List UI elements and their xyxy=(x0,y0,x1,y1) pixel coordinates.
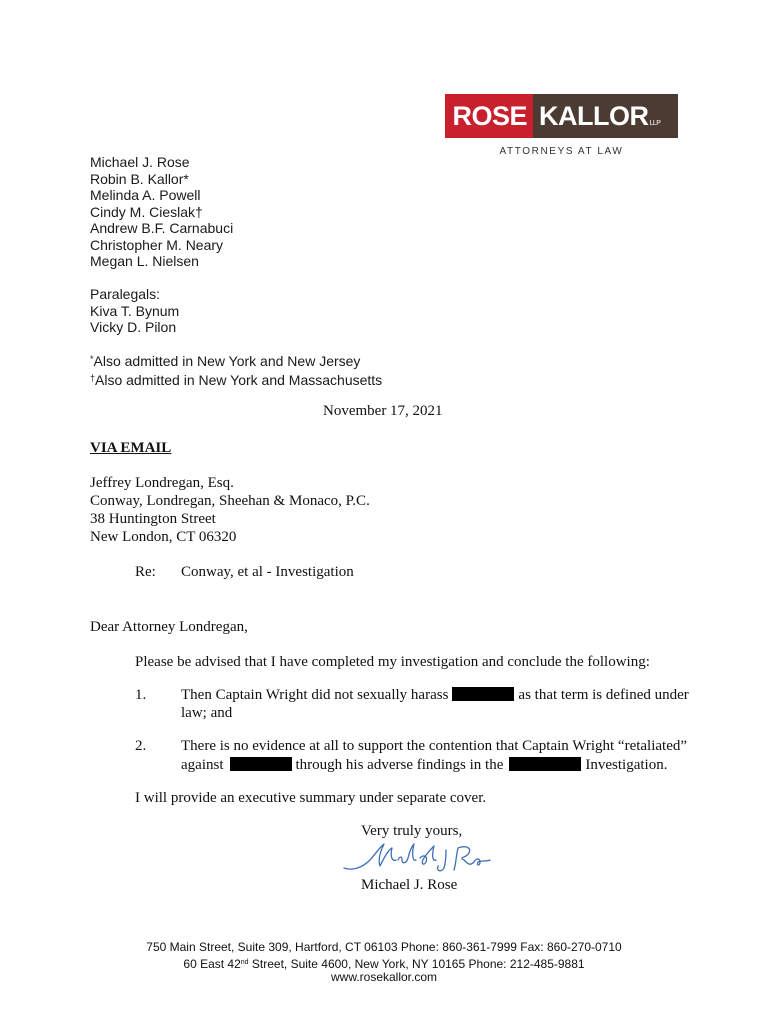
recipient-line: Jeffrey Londregan, Esq. xyxy=(90,475,234,491)
paralegal-name: Vicky D. Pilon xyxy=(90,319,177,335)
delivery-method: VIA EMAIL xyxy=(90,440,172,456)
admission-note xyxy=(90,351,382,370)
attorney-name: Melinda A. Powell xyxy=(90,187,201,203)
logo-suffix: LLP xyxy=(649,119,661,127)
admission-text: Also admitted in New York and New Jersey xyxy=(93,353,361,369)
paralegal-name: Kiva T. Bynum xyxy=(90,302,180,319)
admission-mark: * xyxy=(90,354,94,364)
finding-number: 2. xyxy=(135,738,147,754)
re-label: Re: xyxy=(135,564,156,580)
redaction-bar xyxy=(230,757,292,771)
attorney-name: Michael J. Rose xyxy=(90,154,190,170)
signoff: Very truly yours, xyxy=(361,823,463,839)
attorney-name: Megan L. Nielsen xyxy=(90,253,199,269)
admission-note xyxy=(90,370,382,389)
recipient-line: New London, CT 06320 xyxy=(90,529,237,545)
closing-note: I will provide an executive summary under separate cover. xyxy=(135,790,487,806)
attorney-name: Cindy M. Cieslak† xyxy=(90,203,203,220)
re-subject: Conway, et al - Investigation xyxy=(181,564,354,580)
admission-mark: † xyxy=(90,372,96,383)
recipient-line: 38 Huntington Street xyxy=(90,511,216,527)
intro-paragraph: Please be advised that I have completed my investigation and conclude the following: xyxy=(135,654,650,670)
redaction-bar xyxy=(509,757,581,771)
admission-text: Also admitted in New York and Massachusetts xyxy=(95,371,383,388)
finding-text: Then Captain Wright did not sexually harass xyxy=(181,687,449,703)
finding-2-line-1: There is no evidence at all to support the contention that Captain Wright “retaliated” xyxy=(181,738,688,754)
finding-2-line-2 xyxy=(181,756,667,774)
footer-ordinal: nd xyxy=(240,959,249,966)
letter-date: November 17, 2021 xyxy=(323,403,443,419)
finding-text: as that term is defined under xyxy=(518,687,689,703)
attorney-name: Christopher M. Neary xyxy=(90,236,224,253)
footer-text: Street, Suite 4600, New York, NY 10165 Phone: 212-485-9881 xyxy=(248,957,585,971)
paralegals-heading: Paralegals: xyxy=(90,286,161,302)
signer-name: Michael J. Rose xyxy=(361,877,458,893)
logo-word-kallor: KALLOR xyxy=(539,100,649,131)
finding-number: 1. xyxy=(135,687,147,703)
footer-website[interactable]: www.rosekallor.com xyxy=(330,970,438,984)
salutation: Dear Attorney Londregan, xyxy=(90,619,248,635)
footer-address-hartford: 750 Main Street, Suite 309, Hartford, CT 06103 Phone: 860-361-7999 Fax: 860-270-0710 xyxy=(146,940,622,954)
attorney-name: Robin B. Kallor* xyxy=(90,170,189,187)
footer-text: 60 East 42 xyxy=(183,957,241,971)
logo-word-kallor-block xyxy=(533,94,678,138)
finding-1-line-1 xyxy=(181,686,689,704)
recipient-line: Conway, Londregan, Sheehan & Monaco, P.C. xyxy=(90,493,370,509)
logo-tagline: ATTORNEYS AT LAW xyxy=(499,146,624,157)
recipient-address xyxy=(90,474,370,546)
firm-logo xyxy=(445,94,678,138)
finding-1-line-2: law; and xyxy=(181,705,233,721)
attorney-name: Andrew B.F. Carnabuci xyxy=(90,220,234,236)
logo-word-rose: ROSE xyxy=(445,94,533,138)
paralegal-list xyxy=(90,286,179,336)
handwritten-signature xyxy=(340,838,495,876)
admissions-notes xyxy=(90,351,382,388)
attorney-list xyxy=(90,154,233,270)
redaction-bar xyxy=(452,687,514,701)
finding-text: Investigation. xyxy=(585,757,668,773)
finding-text: against xyxy=(181,757,224,773)
finding-text: through his adverse findings in the xyxy=(295,757,504,773)
